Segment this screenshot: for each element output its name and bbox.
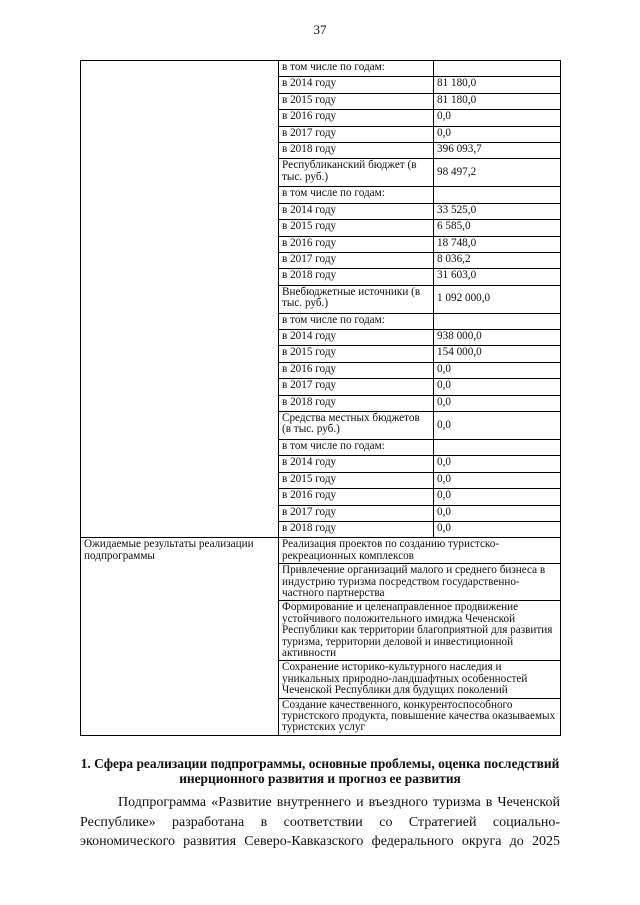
funding-label: Внебюджетные источники (в тыс. руб.) — [279, 285, 434, 313]
funding-row — [81, 61, 561, 77]
funding-label: в 2015 году — [279, 220, 434, 236]
funding-value — [434, 440, 561, 456]
expected-result-item: Создание качественного, конкурентоспособного туристского продукта, повышение качества оказываемых туристских услуг — [279, 698, 561, 735]
funding-label: в 2018 году — [279, 142, 434, 158]
funding-value: 0,0 — [434, 110, 561, 126]
funding-value: 0,0 — [434, 126, 561, 142]
funding-value: 81 180,0 — [434, 77, 561, 93]
funding-value: 1 092 000,0 — [434, 285, 561, 313]
funding-value: 33 525,0 — [434, 203, 561, 219]
body-line: Республике» разработана в соответствии со Стратегией социально- — [80, 814, 560, 830]
expected-result-row — [81, 538, 561, 564]
expected-result-item: Формирование и целенаправленное продвижение устойчивого положительного имиджа Чеченской Республики как территории благоприятной для развития туризма, территории деловой и инвестиционной активности — [279, 601, 561, 661]
funding-label: в том числе по годам: — [279, 61, 434, 77]
funding-value: 0,0 — [434, 456, 561, 472]
funding-label: в том числе по годам: — [279, 187, 434, 203]
funding-label: в 2014 году — [279, 77, 434, 93]
funding-value: 938 000,0 — [434, 330, 561, 346]
funding-label: в 2018 году — [279, 269, 434, 285]
expected-result-item: Привлечение организаций малого и среднего бизнеса в индустрию туризма посредством государственно-частного партнерства — [279, 564, 561, 601]
funding-value: 98 497,2 — [434, 159, 561, 187]
funding-value: 396 093,7 — [434, 142, 561, 158]
funding-label: Средства местных бюджетов (в тыс. руб.) — [279, 412, 434, 440]
funding-left-cell — [81, 61, 279, 538]
funding-label: в 2017 году — [279, 252, 434, 268]
funding-value: 81 180,0 — [434, 93, 561, 109]
passport-table — [80, 60, 561, 736]
funding-value — [434, 313, 561, 329]
funding-value: 0,0 — [434, 489, 561, 505]
body-line: экономического развития Северо-Кавказского федерального округа до 2025 — [80, 834, 560, 849]
funding-value: 154 000,0 — [434, 346, 561, 362]
funding-label: Республиканский бюджет (в тыс. руб.) — [279, 159, 434, 187]
funding-value — [434, 61, 561, 77]
funding-label: в том числе по годам: — [279, 440, 434, 456]
funding-value: 0,0 — [434, 472, 561, 488]
funding-label: в 2018 году — [279, 521, 434, 537]
funding-label: в 2017 году — [279, 505, 434, 521]
funding-label: в 2018 году — [279, 395, 434, 411]
funding-value: 0,0 — [434, 521, 561, 537]
section-heading: 1. Сфера реализации подпрограммы, основные проблемы, оценка последствий инерционного развития и прогноз ее развития — [80, 756, 560, 786]
funding-label: в 2016 году — [279, 236, 434, 252]
funding-value: 0,0 — [434, 412, 561, 440]
funding-label: в 2014 году — [279, 456, 434, 472]
funding-label: в 2016 году — [279, 489, 434, 505]
funding-label: в 2017 году — [279, 126, 434, 142]
funding-label: в 2015 году — [279, 346, 434, 362]
funding-label: в 2015 году — [279, 93, 434, 109]
funding-value: 8 036,2 — [434, 252, 561, 268]
funding-label: в 2017 году — [279, 379, 434, 395]
body-paragraph — [80, 793, 560, 852]
funding-value: 0,0 — [434, 362, 561, 378]
funding-value: 0,0 — [434, 395, 561, 411]
expected-results-label: Ожидаемые результаты реализации подпрограммы — [81, 538, 279, 736]
table-body — [81, 61, 561, 736]
funding-label: в 2016 году — [279, 110, 434, 126]
page-number: 37 — [313, 22, 327, 37]
body-line: Подпрограмма «Развитие внутреннего и въездного туризма в Чеченской — [118, 795, 560, 810]
funding-label: в 2014 году — [279, 330, 434, 346]
expected-result-item: Сохранение историко-культурного наследия и уникальных природно-ландшафтных особенностей Чеченской Республики для будущих поколений — [279, 661, 561, 698]
funding-value: 31 603,0 — [434, 269, 561, 285]
funding-label: в 2016 году — [279, 362, 434, 378]
funding-value: 6 585,0 — [434, 220, 561, 236]
funding-value: 18 748,0 — [434, 236, 561, 252]
funding-value — [434, 187, 561, 203]
funding-label: в том числе по годам: — [279, 313, 434, 329]
funding-label: в 2014 году — [279, 203, 434, 219]
funding-label: в 2015 году — [279, 472, 434, 488]
funding-value: 0,0 — [434, 505, 561, 521]
funding-value: 0,0 — [434, 379, 561, 395]
expected-result-item: Реализация проектов по созданию туристско-рекреационных комплексов — [279, 538, 561, 564]
